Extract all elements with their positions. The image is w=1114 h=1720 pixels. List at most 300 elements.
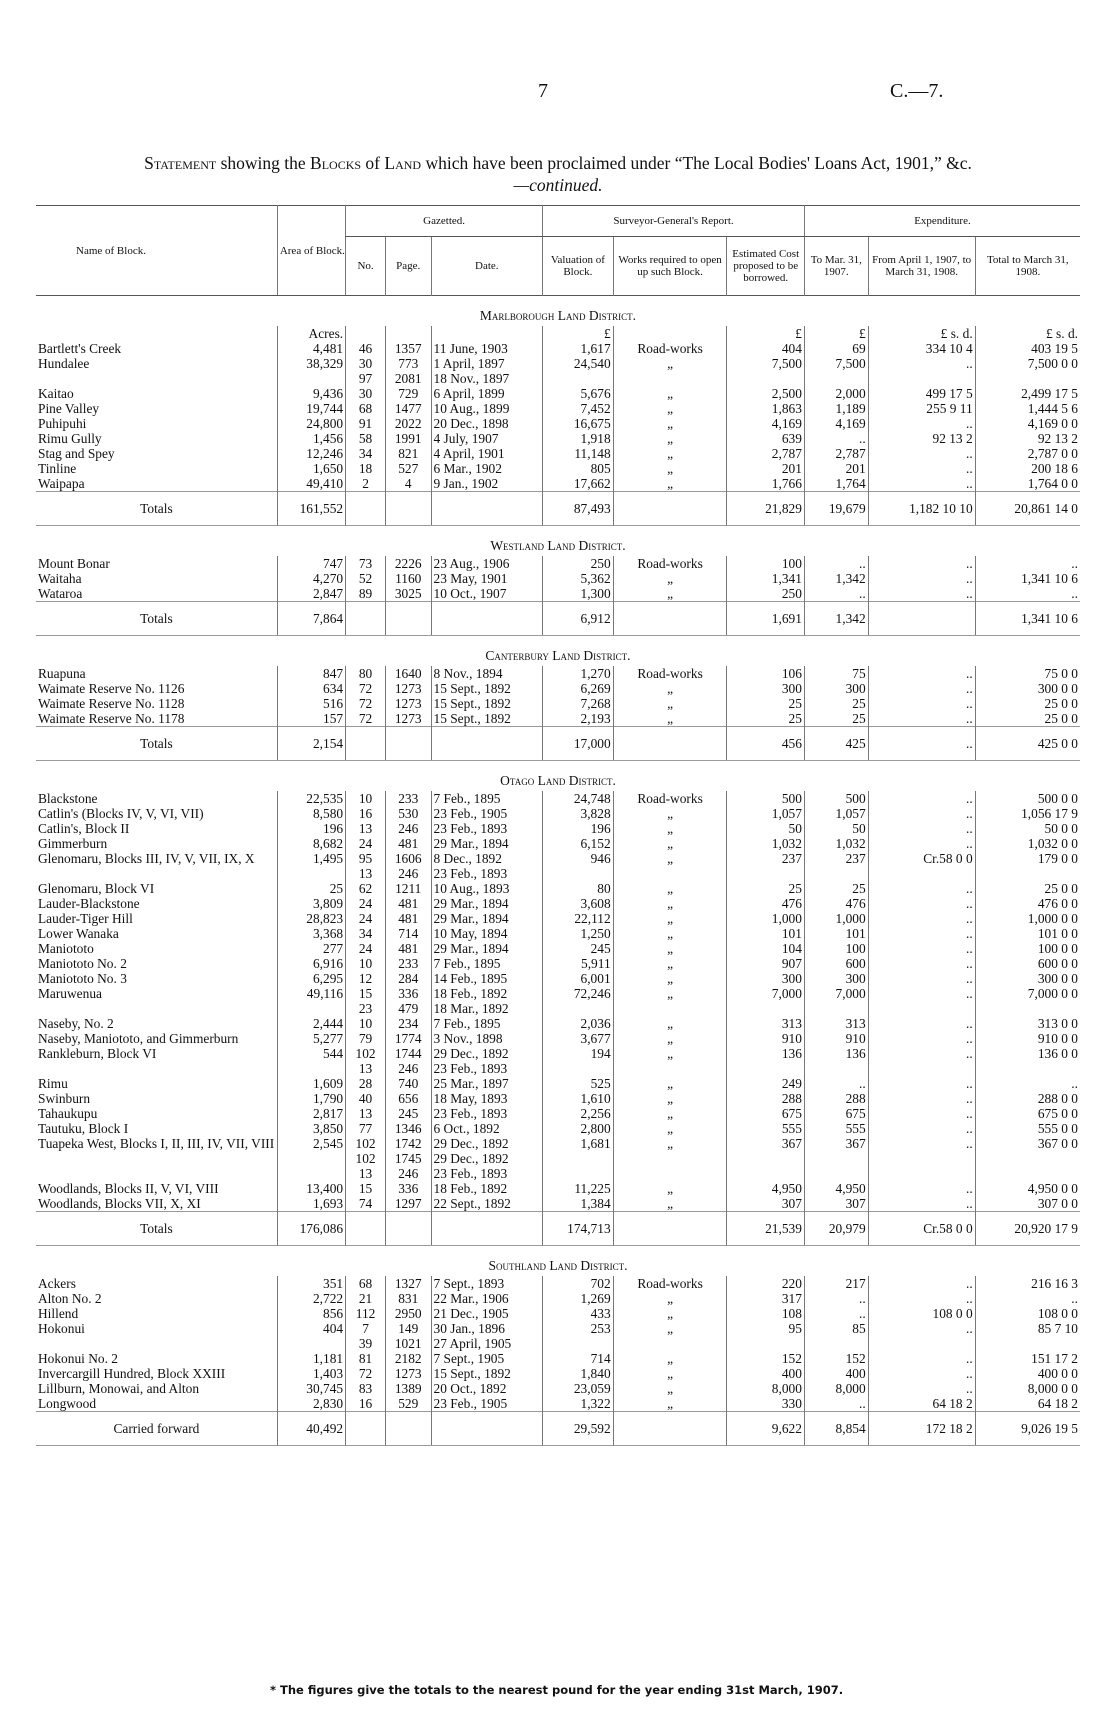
works: Road-works [613, 556, 727, 571]
table-row [36, 556, 1080, 571]
total-expenditure: 500 0 0 [975, 791, 1080, 806]
table-row [36, 896, 1080, 911]
block-name: Hillend [38, 1306, 79, 1321]
works: „ [613, 1091, 727, 1106]
estimated-cost: 25 [727, 881, 804, 896]
table-row [36, 386, 1080, 401]
block-name: Waimate Reserve No. 1178 [38, 711, 185, 726]
estimated-cost: 7,000 [727, 986, 804, 1016]
gazette-date: 23 Feb., 1893 [431, 821, 543, 836]
total-expenditure: .. [975, 586, 1080, 602]
expenditure-to-1907: 152 [804, 1351, 868, 1366]
gazette-date: 23 May, 1901 [431, 571, 543, 586]
gazette-page: 481 [385, 896, 431, 911]
totals-gazette-date [431, 602, 543, 636]
cell-line: 29 Dec., 1892 [433, 1136, 509, 1151]
gazette-no: 12 [346, 971, 386, 986]
block-name: Rimu [38, 1076, 68, 1091]
title-statement: Statement [144, 153, 217, 173]
estimated-cost: 910 [727, 1031, 804, 1046]
estimated-cost: 50 [727, 821, 804, 836]
area: 30,745 [277, 1381, 345, 1396]
gazette-no: 24 [346, 911, 386, 926]
block-name: Puhipuhi [38, 416, 87, 431]
unit-cell [36, 326, 277, 341]
gazette-no: 58 [346, 431, 386, 446]
total-expenditure: 555 0 0 [975, 1121, 1080, 1136]
block-name: Hokonui [38, 1321, 85, 1336]
totals-expenditure-to-1907: 425 [804, 727, 868, 761]
expenditure-to-1907: 910 [804, 1031, 868, 1046]
estimated-cost: 1,057 [727, 806, 804, 821]
estimated-cost: 25 [727, 711, 804, 727]
expenditure-1907-08: .. [868, 1136, 975, 1181]
works: „ [613, 356, 727, 386]
expenditure-to-1907: 69 [804, 341, 868, 356]
expenditure-to-1907: 1,764 [804, 476, 868, 492]
total-expenditure: 8,000 0 0 [975, 1381, 1080, 1396]
area: 2,847 [277, 586, 345, 602]
estimated-cost: 249 [727, 1076, 804, 1091]
cell-line: 8 Dec., 1892 [433, 851, 502, 866]
table-row [36, 1031, 1080, 1046]
gazette-page: 1327 [385, 1276, 431, 1291]
works: „ [613, 806, 727, 821]
gazette-page: 234 [385, 1016, 431, 1031]
works: „ [613, 1291, 727, 1306]
table-row [36, 446, 1080, 461]
area: 404 [277, 1321, 345, 1351]
page-reference: C.—7. [890, 80, 944, 102]
area: 24,800 [277, 416, 345, 431]
works: „ [613, 571, 727, 586]
block-name: Waimate Reserve No. 1126 [38, 681, 185, 696]
gazette-date: 20 Dec., 1898 [431, 416, 543, 431]
totals-gazette-page [385, 727, 431, 761]
table-row [36, 1016, 1080, 1031]
unit-to: £ [804, 326, 868, 341]
valuation: 525 [543, 1076, 614, 1091]
cell-line: 39 [358, 1336, 373, 1351]
expenditure-1907-08: 255 9 11 [868, 401, 975, 416]
expenditure-to-1907: 300 [804, 971, 868, 986]
cell-line: 1742 [394, 1136, 422, 1151]
expenditure-to-1907: .. [804, 1306, 868, 1321]
document-title [38, 152, 1078, 196]
expenditure-1907-08: .. [868, 1031, 975, 1046]
gazette-date: 10 May, 1894 [431, 926, 543, 941]
gazette-no: 91 [346, 416, 386, 431]
gazette-page: 3025 [385, 586, 431, 602]
gazette-no: 16 [346, 806, 386, 821]
totals-expenditure-1907-08: 1,182 10 10 [868, 492, 975, 526]
gazette-page: 4 [385, 476, 431, 492]
totals-row [36, 1412, 1080, 1446]
totals-gazette-page [385, 1212, 431, 1246]
gazette-page [385, 1136, 431, 1181]
total-expenditure: 400 0 0 [975, 1366, 1080, 1381]
expenditure-to-1907: 101 [804, 926, 868, 941]
area: 49,410 [277, 476, 345, 492]
block-name: Maniototo No. 2 [38, 956, 127, 971]
gazette-no: 52 [346, 571, 386, 586]
estimated-cost: 2,787 [727, 446, 804, 461]
unit-cell [431, 326, 543, 341]
header-total: Total to March 31, 1908. [975, 237, 1080, 296]
block-name: Lauder-Blackstone [38, 896, 140, 911]
estimated-cost: 8,000 [727, 1381, 804, 1396]
gazette-date [431, 1046, 543, 1076]
valuation: 1,270 [543, 666, 614, 681]
expenditure-1907-08: .. [868, 461, 975, 476]
gazette-no: 83 [346, 1381, 386, 1396]
total-expenditure: 675 0 0 [975, 1106, 1080, 1121]
works: „ [613, 461, 727, 476]
total-expenditure: 307 0 0 [975, 1196, 1080, 1212]
works: „ [613, 476, 727, 492]
expenditure-1907-08: .. [868, 356, 975, 386]
total-expenditure: 7,500 0 0 [975, 356, 1080, 386]
totals-gazette-page [385, 602, 431, 636]
totals-total-expenditure: 20,920 17 9 [975, 1212, 1080, 1246]
gazette-date: 29 Mar., 1894 [431, 941, 543, 956]
area: 12,246 [277, 446, 345, 461]
gazette-page [385, 986, 431, 1016]
valuation: 23,059 [543, 1381, 614, 1396]
totals-row [36, 1212, 1080, 1246]
valuation: 7,452 [543, 401, 614, 416]
area: 2,444 [277, 1016, 345, 1031]
gazette-date: 7 Feb., 1895 [431, 1016, 543, 1031]
expenditure-1907-08: .. [868, 666, 975, 681]
valuation: 253 [543, 1321, 614, 1351]
gazette-no: 13 [346, 1106, 386, 1121]
gazette-no: 79 [346, 1031, 386, 1046]
gazette-date: 14 Feb., 1895 [431, 971, 543, 986]
valuation: 6,152 [543, 836, 614, 851]
gazette-date: 29 Mar., 1894 [431, 896, 543, 911]
table-row [36, 821, 1080, 836]
area: 2,817 [277, 1106, 345, 1121]
works: „ [613, 1046, 727, 1076]
header-from-april: From April 1, 1907, to March 31, 1908. [868, 237, 975, 296]
totals-works [613, 1212, 727, 1246]
expenditure-to-1907: 555 [804, 1121, 868, 1136]
expenditure-1907-08: .. [868, 1321, 975, 1351]
block-name: Longwood [38, 1396, 97, 1411]
unit-cell [613, 326, 727, 341]
title-land: Land [384, 153, 422, 173]
cell-line: 13 [358, 866, 373, 881]
gazette-page: 1273 [385, 711, 431, 727]
totals-gazette-date [431, 1412, 543, 1446]
block-name: Rimu Gully [38, 431, 102, 446]
table-body [36, 296, 1080, 1446]
works: Road-works [613, 1276, 727, 1291]
table-row [36, 941, 1080, 956]
estimated-cost: 639 [727, 431, 804, 446]
table-row [36, 711, 1080, 727]
total-expenditure: 7,000 0 0 [975, 986, 1080, 1016]
expenditure-1907-08: .. [868, 476, 975, 492]
estimated-cost: 1,032 [727, 836, 804, 851]
total-expenditure: 1,764 0 0 [975, 476, 1080, 492]
estimated-cost: 330 [727, 1396, 804, 1412]
gazette-date: 10 Aug., 1893 [431, 881, 543, 896]
gazette-date: 23 Feb., 1905 [431, 806, 543, 821]
gazette-date: 29 Mar., 1894 [431, 836, 543, 851]
area: 847 [277, 666, 345, 681]
block-name: Tautuku, Block I [38, 1121, 129, 1136]
cell-line: 1 April, 1897 [433, 356, 505, 371]
header-to-mar: To Mar. 31, 1907. [804, 237, 868, 296]
table-row [36, 401, 1080, 416]
gazette-no: 18 [346, 461, 386, 476]
cell-line: 95 [358, 851, 373, 866]
table-row [36, 836, 1080, 851]
gazette-page: 714 [385, 926, 431, 941]
expenditure-to-1907: 237 [804, 851, 868, 881]
table-row [36, 476, 1080, 492]
expenditure-1907-08: 499 17 5 [868, 386, 975, 401]
table-row [36, 1136, 1080, 1181]
works: „ [613, 1321, 727, 1351]
expenditure-to-1907: 136 [804, 1046, 868, 1076]
area: 4,270 [277, 571, 345, 586]
cell-line: 18 Feb., 1892 [433, 986, 508, 1001]
works: „ [613, 851, 727, 881]
table-row [36, 356, 1080, 386]
area: 544 [277, 1046, 345, 1076]
block-name: Waimate Reserve No. 1128 [38, 696, 185, 711]
works: „ [613, 836, 727, 851]
gazette-page: 245 [385, 1106, 431, 1121]
expenditure-1907-08: 64 18 2 [868, 1396, 975, 1412]
expenditure-1907-08: 334 10 4 [868, 341, 975, 356]
expenditure-1907-08: .. [868, 1291, 975, 1306]
total-expenditure: 50 0 0 [975, 821, 1080, 836]
valuation: 1,617 [543, 341, 614, 356]
cell-line: 2081 [394, 371, 422, 386]
block-name: Lauder-Tiger Hill [38, 911, 133, 926]
expenditure-to-1907: 217 [804, 1276, 868, 1291]
unit-area: Acres. [277, 326, 345, 341]
expenditure-to-1907: 50 [804, 821, 868, 836]
valuation: 433 [543, 1306, 614, 1321]
gazette-date: 15 Sept., 1892 [431, 1366, 543, 1381]
cell-line: 97 [358, 371, 373, 386]
works: „ [613, 986, 727, 1016]
totals-area: 161,552 [277, 492, 345, 526]
gazette-date: 6 Mar., 1902 [431, 461, 543, 476]
table-row [36, 341, 1080, 356]
gazette-no: 77 [346, 1121, 386, 1136]
gazette-date: 7 Sept., 1893 [431, 1276, 543, 1291]
works: „ [613, 386, 727, 401]
total-expenditure: 85 7 10 [975, 1321, 1080, 1351]
totals-gazette-date [431, 492, 543, 526]
table-row [36, 1351, 1080, 1366]
gazette-no [346, 851, 386, 881]
expenditure-to-1907: 7,000 [804, 986, 868, 1016]
gazette-no: 89 [346, 586, 386, 602]
gazette-page [385, 1321, 431, 1351]
expenditure-to-1907: .. [804, 556, 868, 571]
works: „ [613, 1016, 727, 1031]
totals-total-expenditure: 20,861 14 0 [975, 492, 1080, 526]
page-number: 7 [538, 80, 548, 102]
valuation: 24,540 [543, 356, 614, 386]
district-heading-row [36, 761, 1080, 792]
valuation: 1,322 [543, 1396, 614, 1412]
header-surveyor: Surveyor-General's Report. [543, 206, 805, 237]
valuation: 3,828 [543, 806, 614, 821]
block-name: Naseby, Maniototo, and Gimmerburn [38, 1031, 239, 1046]
expenditure-1907-08: 108 0 0 [868, 1306, 975, 1321]
area: 351 [277, 1276, 345, 1291]
estimated-cost: 25 [727, 696, 804, 711]
block-name: Glenomaru, Block VI [38, 881, 155, 896]
total-expenditure: 25 0 0 [975, 696, 1080, 711]
block-name: Catlin's (Blocks IV, V, VI, VII) [38, 806, 204, 821]
expenditure-1907-08: .. [868, 1381, 975, 1396]
district-heading-row [36, 1246, 1080, 1277]
district-name: Marlborough Land District. [479, 308, 637, 323]
totals-block-name: Totals [36, 602, 277, 636]
totals-area: 40,492 [277, 1412, 345, 1446]
block-name: Pine Valley [38, 401, 100, 416]
gazette-date: 25 Mar., 1897 [431, 1076, 543, 1091]
block-name: Invercargill Hundred, Block XXIII [38, 1366, 226, 1381]
estimated-cost: 1,341 [727, 571, 804, 586]
cell-line: 29 Dec., 1892 [433, 1151, 509, 1166]
cell-line: 30 [358, 356, 373, 371]
valuation: 3,677 [543, 1031, 614, 1046]
gazette-no: 72 [346, 1366, 386, 1381]
gazette-no: 80 [346, 666, 386, 681]
totals-block-name: Totals [36, 492, 277, 526]
cell-line: 18 Nov., 1897 [433, 371, 510, 386]
expenditure-1907-08: .. [868, 1106, 975, 1121]
header-valuation: Valuation of Block. [543, 237, 614, 296]
total-expenditure: 300 0 0 [975, 971, 1080, 986]
area: 747 [277, 556, 345, 571]
valuation: 1,384 [543, 1196, 614, 1212]
block-name: Swinburn [38, 1091, 91, 1106]
table-row [36, 681, 1080, 696]
district-name: Southland Land District. [488, 1258, 628, 1273]
block-name: Stag and Spey [38, 446, 115, 461]
gazette-page: 740 [385, 1076, 431, 1091]
gazette-page: 1991 [385, 431, 431, 446]
gazette-date [431, 356, 543, 386]
gazette-page: 284 [385, 971, 431, 986]
gazette-date: 22 Mar., 1906 [431, 1291, 543, 1306]
totals-expenditure-1907-08: 172 18 2 [868, 1412, 975, 1446]
block-name: Lower Wanaka [38, 926, 119, 941]
expenditure-to-1907: 25 [804, 881, 868, 896]
table-row [36, 926, 1080, 941]
expenditure-to-1907: 1,032 [804, 836, 868, 851]
estimated-cost: 907 [727, 956, 804, 971]
cell-line: 23 Feb., 1893 [433, 1061, 508, 1076]
gazette-date: 18 May, 1893 [431, 1091, 543, 1106]
expenditure-to-1907: .. [804, 1076, 868, 1091]
cell-line: 1745 [394, 1151, 422, 1166]
valuation: 1,840 [543, 1366, 614, 1381]
area: 6,295 [277, 971, 345, 986]
expenditure-to-1907: 476 [804, 896, 868, 911]
area: 516 [277, 696, 345, 711]
gazette-no: 21 [346, 1291, 386, 1306]
estimated-cost: 288 [727, 1091, 804, 1106]
totals-valuation: 29,592 [543, 1412, 614, 1446]
gazette-page: 1357 [385, 341, 431, 356]
totals-valuation: 6,912 [543, 602, 614, 636]
estimated-cost: 307 [727, 1196, 804, 1212]
totals-block-name: Totals [36, 727, 277, 761]
cell-line: 102 [355, 1046, 376, 1061]
estimated-cost: 250 [727, 586, 804, 602]
works: „ [613, 881, 727, 896]
valuation: 5,362 [543, 571, 614, 586]
block-name: Naseby, No. 2 [38, 1016, 114, 1031]
unit-cell [385, 326, 431, 341]
gazette-page: 1774 [385, 1031, 431, 1046]
totals-expenditure-1907-08: .. [868, 727, 975, 761]
gazette-no: 112 [346, 1306, 386, 1321]
estimated-cost: 1,766 [727, 476, 804, 492]
expenditure-1907-08: .. [868, 1046, 975, 1076]
area: 1,495 [277, 851, 345, 881]
expenditure-to-1907: 313 [804, 1016, 868, 1031]
works: „ [613, 1106, 727, 1121]
total-expenditure: 1,056 17 9 [975, 806, 1080, 821]
table-row [36, 1321, 1080, 1351]
gazette-date: 29 Mar., 1894 [431, 911, 543, 926]
expenditure-to-1907: 400 [804, 1366, 868, 1381]
total-expenditure: 64 18 2 [975, 1396, 1080, 1412]
block-name: Woodlands, Blocks VII, X, XI [38, 1196, 201, 1211]
expenditure-1907-08: .. [868, 1196, 975, 1212]
gazette-date: 15 Sept., 1892 [431, 711, 543, 727]
gazette-page: 246 [385, 821, 431, 836]
works: „ [613, 1121, 727, 1136]
works: „ [613, 1381, 727, 1396]
gazette-no: 13 [346, 821, 386, 836]
table-row [36, 571, 1080, 586]
table-row [36, 986, 1080, 1016]
expenditure-to-1907: .. [804, 1396, 868, 1412]
header-expenditure: Expenditure. [804, 206, 1080, 237]
totals-estimated-cost: 21,539 [727, 1212, 804, 1246]
table-row [36, 1046, 1080, 1076]
expenditure-to-1907: 8,000 [804, 1381, 868, 1396]
expenditure-1907-08: .. [868, 1121, 975, 1136]
gazette-date: 9 Jan., 1902 [431, 476, 543, 492]
total-expenditure: 910 0 0 [975, 1031, 1080, 1046]
expenditure-1907-08: .. [868, 556, 975, 571]
gazette-page: 831 [385, 1291, 431, 1306]
title-rest: which have been proclaimed under “The Local Bodies' Loans Act, 1901,” &c. [421, 153, 972, 173]
expenditure-1907-08: .. [868, 821, 975, 836]
expenditure-to-1907: 85 [804, 1321, 868, 1351]
estimated-cost: 476 [727, 896, 804, 911]
gazette-no: 81 [346, 1351, 386, 1366]
district-heading-row [36, 636, 1080, 667]
table-row [36, 881, 1080, 896]
area: 8,682 [277, 836, 345, 851]
